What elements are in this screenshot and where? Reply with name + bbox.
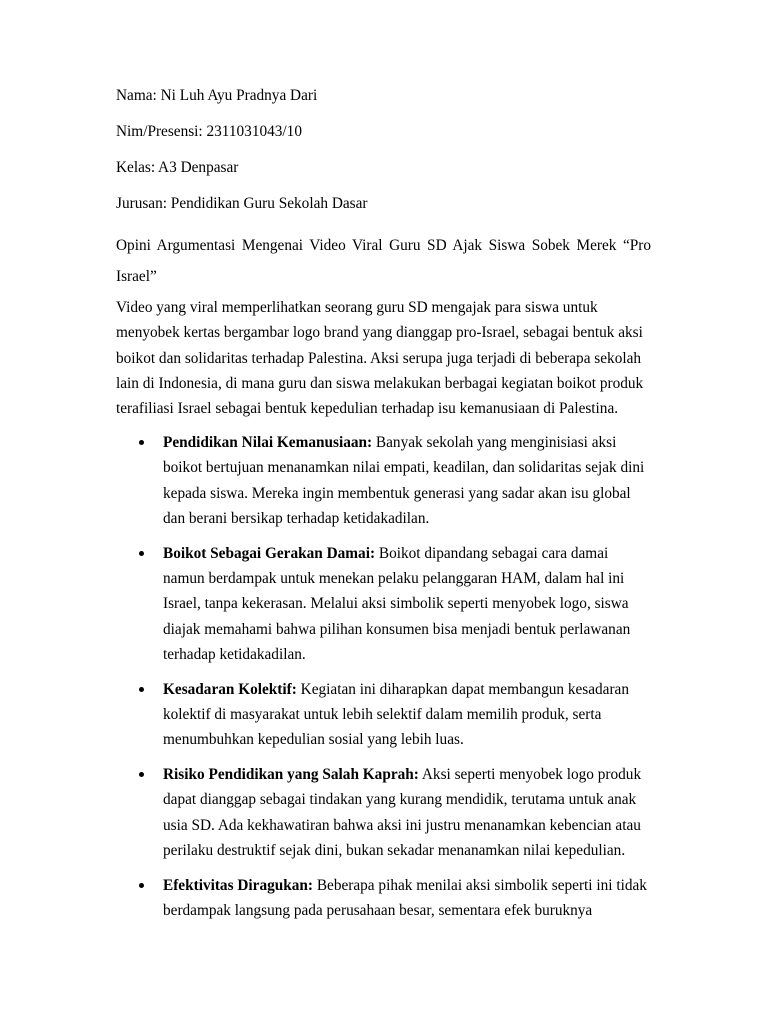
point-text: Boikot dipandang sebagai cara damai namun berdampak untuk menekan pelaku pelanggaran HAM, dalam hal ini Israel, tanpa kekerasan. Melalui aksi simbolik seperti menyobek logo, siswa diajak memahami bahwa pilihan konsumen bisa menjadi bentuk perlawanan terhadap ketidakadilan. bbox=[163, 544, 631, 663]
bullet-icon bbox=[139, 883, 144, 888]
point-text: Beberapa pihak menilai aksi simbolik seperti ini tidak berdampak langsung pada perusahaan besar, sementara efek buruknya bbox=[163, 876, 647, 920]
list-item bbox=[116, 677, 651, 753]
bullet-icon bbox=[139, 551, 144, 556]
document-title: Opini Argumentasi Mengenai Video Viral Guru SD Ajak Siswa Sobek Merek “Pro Israel” bbox=[116, 237, 651, 285]
list-item bbox=[116, 541, 651, 667]
list-item bbox=[116, 873, 651, 924]
header-nim: Nim/Presensi: 2311031043/10 bbox=[116, 123, 302, 140]
argument-list bbox=[116, 430, 651, 933]
point-title: Boikot Sebagai Gerakan Damai: bbox=[163, 544, 376, 562]
intro-paragraph: Video yang viral memperlihatkan seorang guru SD mengajak para siswa untuk menyobek kertas bergambar logo brand yang dianggap pro-Israel, sebagai bentuk aksi boikot dan solidaritas terhadap Palestina. Aksi serupa juga terjadi di beberapa sekolah lain di Indonesia, di mana guru dan siswa melakukan berbagai kegiatan boikot produk terafiliasi Israel sebagai bentuk kepedulian terhadap isu kemanusiaan di Palestina. bbox=[116, 299, 644, 418]
point-title: Risiko Pendidikan yang Salah Kaprah: bbox=[163, 766, 419, 784]
bullet-icon bbox=[139, 440, 144, 445]
bullet-icon bbox=[139, 687, 144, 692]
point-text: Kegiatan ini diharapkan dapat membangun kesadaran kolektif di masyarakat untuk lebih selektif dalam memilih produk, serta menumbuhkan kepedulian sosial yang lebih luas. bbox=[163, 680, 629, 749]
point-text: Banyak sekolah yang menginisiasi aksi boikot bertujuan menanamkan nilai empati, keadilan, dan solidaritas sejak dini kepada siswa. Mereka ingin membentuk generasi yang sadar akan isu global dan berani bersikap terhadap ketidakadilan. bbox=[163, 434, 645, 527]
header-jurusan: Jurusan: Pendidikan Guru Sekolah Dasar bbox=[116, 195, 368, 212]
list-item bbox=[116, 762, 651, 863]
point-text: Aksi seperti menyobek logo produk dapat dianggap sebagai tindakan yang kurang mendidik, terutama untuk anak usia SD. Ada kekhawatiran bahwa aksi ini justru menanamkan kebencian atau perilaku destruktif sejak dini, bukan sekadar menanamkan nilai kepedulian. bbox=[163, 766, 642, 859]
point-title: Pendidikan Nilai Kemanusiaan: bbox=[163, 434, 373, 451]
bullet-icon bbox=[139, 772, 144, 777]
list-item bbox=[116, 430, 651, 531]
header-nama: Nama: Ni Luh Ayu Pradnya Dari bbox=[116, 87, 318, 104]
point-title: Kesadaran Kolektif: bbox=[163, 680, 297, 698]
point-title: Efektivitas Diragukan: bbox=[163, 876, 314, 894]
header-kelas: Kelas: A3 Denpasar bbox=[116, 159, 239, 176]
